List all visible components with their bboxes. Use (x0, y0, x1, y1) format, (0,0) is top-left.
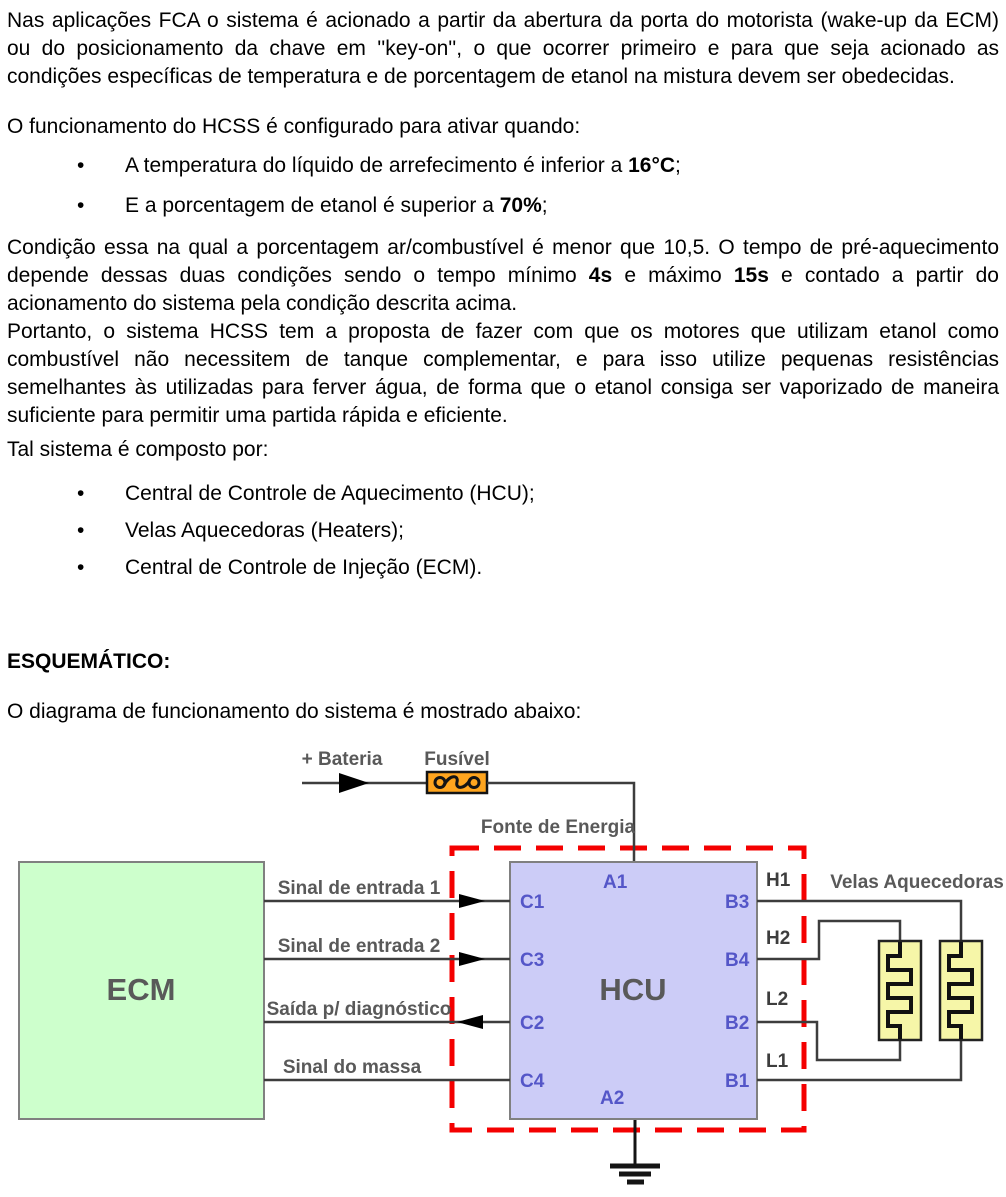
paragraph-hcss-purpose: Portanto, o sistema HCSS tem a proposta de fazer com que os motores que utilizam etanol como combustível não necessitem de tanque complementar, e para isso utilize pequenas resistências semelhantes às utilizadas para ferver água, de forma que o etanol consiga ser vaporizado de maneira suficiente para permitir uma partida rápida e eficiente. (7, 320, 999, 427)
pin-b1: B1 (725, 1071, 750, 1092)
pin-a1: A1 (603, 872, 628, 893)
timing-min: 4s (588, 264, 613, 287)
components-list (7, 480, 999, 582)
list-item (125, 152, 999, 180)
fuse-label: Fusível (424, 749, 490, 770)
paragraph-diagram-intro: O diagrama de funcionamento do sistema é mostrado abaixo: (7, 700, 582, 723)
pin-l2: L2 (766, 989, 789, 1010)
paragraph-fca-activation: Nas aplicações FCA o sistema é acionado a partir da abertura da porta do motorista (wake-up da ECM) ou do posicionamento da chave em ''key-on'', o que ocorrer primeiro e para que seja acionado as condições específicas de temperatura e de porcentagem de etanol na mistura devem ser obedecidas. (7, 9, 999, 88)
battery-arrow-icon (339, 773, 369, 793)
section-heading-esquematico: ESQUEMÁTICO: (7, 650, 171, 673)
pin-l1: L1 (766, 1051, 789, 1072)
arrow-left-icon (457, 1015, 483, 1029)
heater-element (940, 941, 982, 1040)
pin-c3: C3 (520, 950, 545, 971)
condition-value: 16°C (628, 154, 676, 177)
condition-text: E a porcentagem de etanol é superior a (125, 194, 500, 217)
paragraph-hcss-intro: O funcionamento do HCSS é configurado para ativar quando: (7, 115, 581, 138)
conditions-list (7, 152, 999, 220)
arrow-right-icon (459, 894, 485, 908)
pin-c2: C2 (520, 1013, 545, 1034)
battery-label: + Bateria (301, 749, 383, 770)
arrow-right-icon (459, 952, 485, 966)
heater-element (879, 941, 921, 1040)
ecm-label: ECM (106, 972, 176, 1007)
timing-text: e contado a partir do acionamento do sistema pela condição descrita acima. (7, 264, 999, 315)
condition-value: 70% (499, 194, 542, 217)
list-item: • Central de Controle de Injeção (ECM). (125, 554, 999, 582)
signal-label-4: Sinal do massa (282, 1057, 422, 1078)
pin-b3: B3 (725, 892, 750, 913)
paragraph-condition-timing (7, 234, 999, 318)
pin-c1: C1 (520, 892, 545, 913)
pin-a2: A2 (600, 1088, 625, 1109)
signal-label-3: Saída p/ diagnóstico (266, 999, 452, 1020)
list-item: • Velas Aquecedoras (Heaters); (125, 517, 999, 545)
pin-c4: C4 (520, 1071, 545, 1092)
timing-max: 15s (733, 264, 769, 287)
condition-text: A temperatura do líquido de arrefecimento é inferior a (125, 154, 629, 177)
pin-h2: H2 (766, 928, 791, 949)
power-source-label: Fonte de Energia (480, 817, 636, 838)
signal-label-2: Sinal de entrada 2 (277, 936, 441, 957)
heaters-label: Velas Aquecedoras (830, 872, 1004, 893)
pin-b2: B2 (725, 1013, 750, 1034)
hcu-label: HCU (599, 972, 667, 1007)
list-item (125, 192, 999, 220)
pin-h1: H1 (766, 870, 791, 891)
pin-b4: B4 (725, 950, 750, 971)
list-item: • Central de Controle de Aquecimento (HCU); (125, 480, 999, 508)
signal-label-1: Sinal de entrada 1 (277, 878, 441, 899)
condition-punct: ; (541, 194, 548, 217)
hcss-schematic-diagram (7, 742, 1006, 1197)
timing-text: Condição essa na qual a porcentagem ar/combustível é menor que 10,5. O tempo de pré-aquecimento depende dessas duas condições sendo o tempo mínimo (7, 236, 999, 287)
timing-text: e máximo (612, 264, 734, 287)
paragraph-system-components-intro: Tal sistema é composto por: (7, 438, 269, 461)
condition-punct: ; (675, 154, 681, 177)
